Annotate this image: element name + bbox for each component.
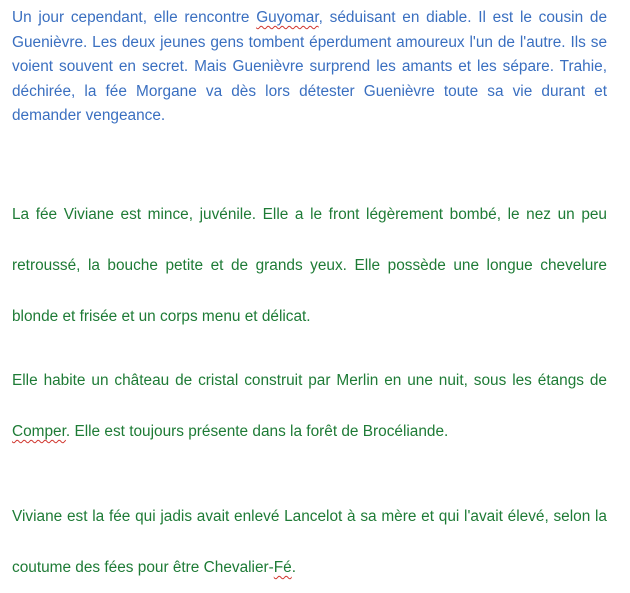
paragraph-guyomar (12, 6, 607, 129)
paragraph-text: . (291, 559, 297, 576)
misspelled-word-fe[interactable]: Fé (273, 559, 292, 576)
paragraph-chateau (12, 355, 607, 457)
misspelled-word-guyomar[interactable]: Guyomar (256, 9, 319, 26)
paragraph-text: Elle habite un château de cristal construit par Merlin en une nuit, sous les étangs de (12, 372, 607, 389)
paragraph-text: La fée Viviane est mince, juvénile. Elle a le front légèrement bombé, le nez un peu retroussé, la bouche petite et de grands yeux. Elle possède une longue chevelure blonde et frisée et un corps menu et délicat. (12, 206, 607, 325)
paragraph-text: Viviane est la fée qui jadis avait enlevé Lancelot à sa mère et qui l'avait élevé, selon la coutume des fées pour être Chevalier- (12, 508, 607, 576)
paragraph-text: . Elle est toujours présente dans la forêt de Brocéliande. (65, 423, 449, 440)
paragraph-lancelot (12, 491, 607, 593)
paragraph-text: , séduisant en diable. Il est le cousin de Guenièvre. Les deux jeunes gens tombent éperdument amoureux l'un de l'autre. Ils se voient souvent en secret. Mais Guenièvre surprend les amants et les sépare. Trahie, déchirée, la fée Morgane va dès lors détester Guenièvre toute sa vie durant et demander vengeance. (12, 9, 608, 124)
paragraph-text: Un jour cependant, elle rencontre (12, 9, 257, 26)
paragraph-viviane-description (12, 189, 607, 342)
misspelled-word-comper[interactable]: Comper (12, 423, 66, 440)
